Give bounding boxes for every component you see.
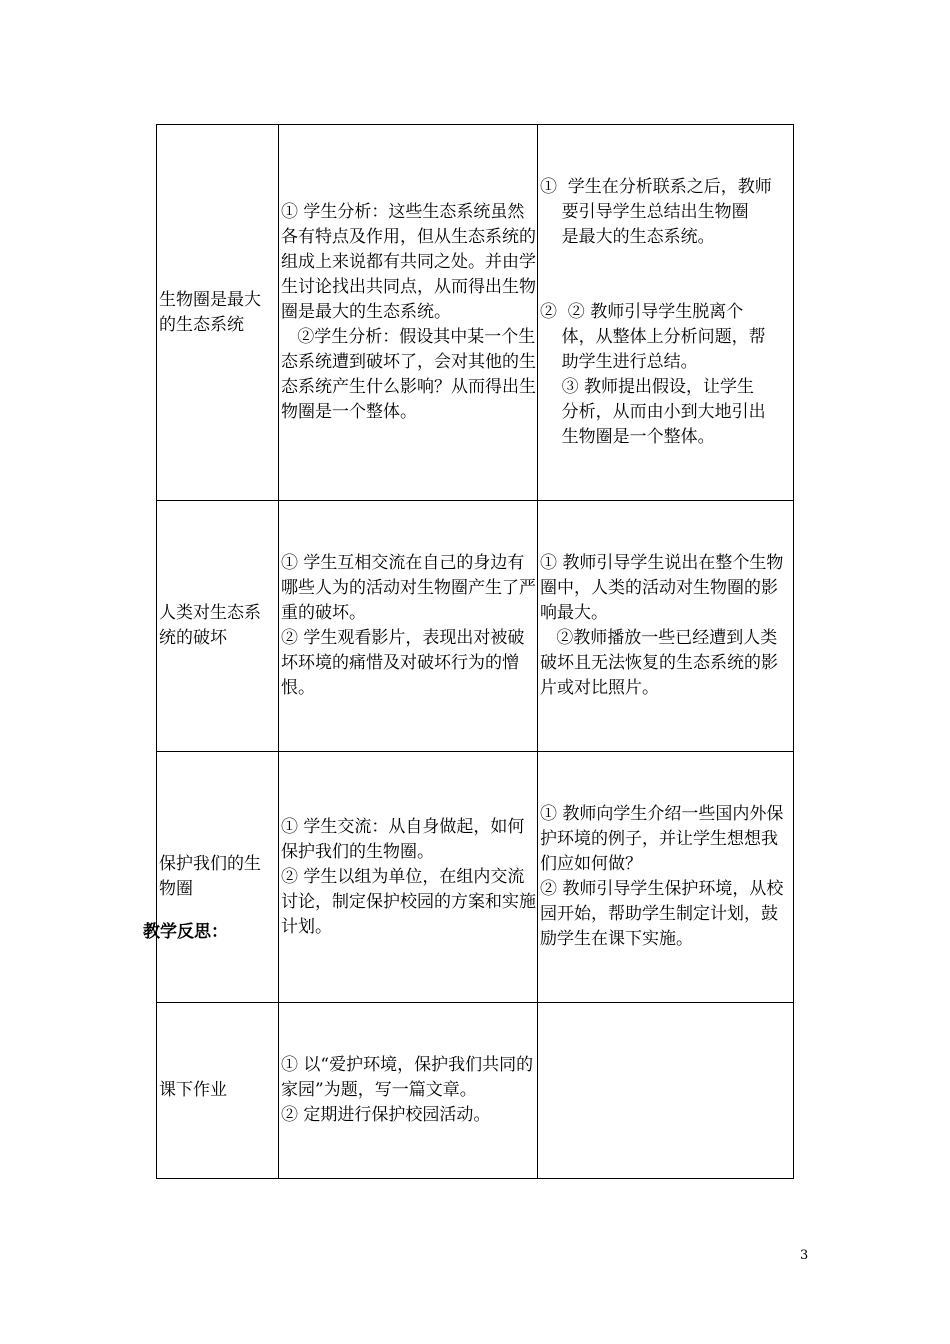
student-activity-cell [279,752,538,1003]
topic-cell [157,125,279,501]
teacher-activity-text: ① 教师向学生介绍一些国内外保护环境的例子，并让学生想想我们应如何做？ ② 教师引导学生保护环境，从校园开始，帮助学生制定计划，鼓励学生在课下实施。 [540,804,784,949]
table-row [157,125,794,501]
student-activity-cell [279,1003,538,1179]
table-row [157,752,794,1003]
table-row [157,501,794,752]
teacher-activity-cell [538,752,794,1003]
topic-cell [157,501,279,752]
teacher-activity-text: ① 教师引导学生说出在整个生物圈中，人类的活动对生物圈的影响最大。 ②教师播放一些已经遭到人类破坏且无法恢复的生态系统的影片或对比照片。 [540,553,784,698]
topic-text: 保护我们的生物圈 [159,854,261,899]
student-activity-text: ① 以“爱护环境，保护我们共同的家园”为题，写一篇文章。 ② 定期进行保护校园活动。 [281,1055,534,1125]
table-row [157,1003,794,1179]
teaching-reflection-heading: 教学反思： [143,922,228,942]
teacher-activity-text: ① 学生在分析联系之后，教师 要引导学生总结出生物圈 是最大的生态系统。 ② ② 教师引导学生脱离个 体，从整体上分析问题，帮 助学生进行总结。 ③ 教师提出假设，让学生 分析，从而由小到大地引出 生物圈是一个整体。 [540,177,772,447]
topic-text: 生物圈是最大的生态系统 [159,289,261,335]
teacher-activity-cell [538,125,794,501]
topic-cell [157,752,279,1003]
page-number: 3 [800,1248,809,1263]
student-activity-text: ① 学生互相交流在自己的身边有哪些人为的活动对生物圈产生了严重的破坏。 ② 学生观看影片，表现出对被破坏环境的痛惜及对破坏行为的憎恨。 [281,553,536,698]
teacher-activity-cell [538,501,794,752]
student-activity-cell [279,501,538,752]
student-activity-cell [279,125,538,501]
lesson-plan-table [156,124,794,1179]
topic-cell [157,1003,279,1179]
teacher-activity-cell [538,1003,794,1179]
student-activity-text: ① 学生交流：从自身做起，如何保护我们的生物圈。 ② 学生以组为单位，在组内交流讨论，制定保护校园的方案和实施计划。 [281,816,536,937]
student-activity-text: ① 学生分析：这些生态系统虽然各有特点及作用，但从生态系统的组成上来说都有共同之处。并由学生讨论找出共同点，从而得出生物圈是最大的生态系统。 ②学生分析：假设其中某一个生态系统遭到破坏了，会对其他的生态系统产生什么影响？从而得出生物圈是一个整体。 [281,202,536,422]
topic-text: 人类对生态系统的破坏 [159,603,261,648]
topic-text: 课下作业 [159,1080,227,1100]
